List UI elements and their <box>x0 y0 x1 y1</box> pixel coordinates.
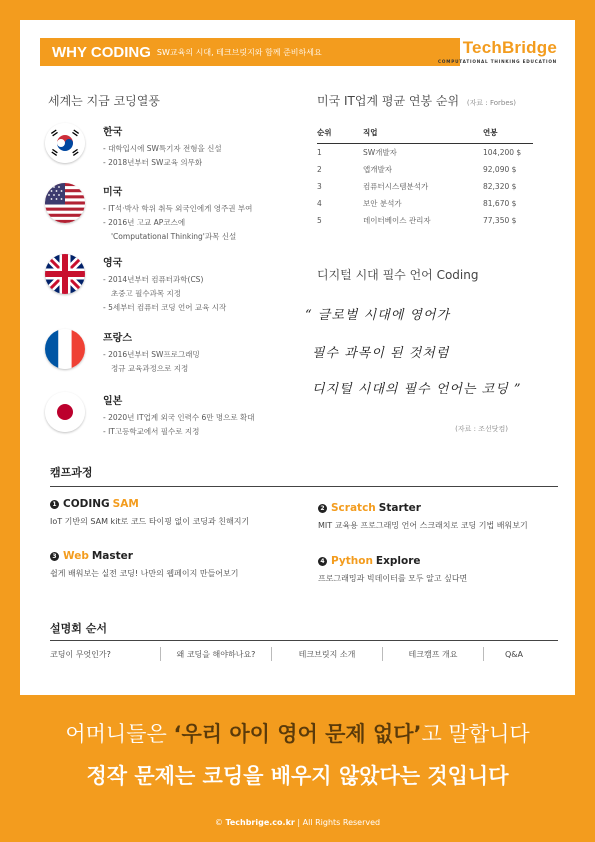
quote-line: 디지털 시대의 필수 언어는 코딩 ” <box>312 382 522 397</box>
course-coding-sam <box>50 498 300 527</box>
course-name-highlight: SAM <box>112 498 139 510</box>
country-name: 프랑스 <box>103 333 132 344</box>
course-description: MIT 교육용 프로그래밍 언어 스크래치로 코딩 기법 배워보기 <box>318 521 528 530</box>
country-japan <box>45 392 285 439</box>
salary-cell: 104,200 $ <box>483 148 522 157</box>
techbridge-logo <box>438 38 557 64</box>
course-number: 2 <box>318 504 327 513</box>
table-row <box>317 161 533 178</box>
country-fact: 'Computational Thinking'과목 신설 <box>111 232 237 241</box>
quote-line: “ 글로벌 시대에 영어가 <box>305 308 451 323</box>
course-name: Master <box>91 550 133 562</box>
slogan-post: 고 말합니다 <box>421 722 530 746</box>
table-row <box>317 195 533 212</box>
column-header: 순위 <box>317 122 363 144</box>
footer-slogan-line1 <box>0 718 595 748</box>
course-description: 쉽게 배워보는 실전 코딩! 나만의 웹페이지 만들어보기 <box>50 569 239 578</box>
country-fact: - 2016년 고교 AP코스에 <box>103 218 186 227</box>
course-name: Starter <box>378 502 421 514</box>
logo-tagline: COMPUTATIONAL THINKING EDUCATION <box>438 59 557 64</box>
job-cell: 컴퓨터시스템분석가 <box>363 182 429 191</box>
table-row <box>317 178 533 195</box>
salary-source: (자료 : Forbes) <box>466 99 517 107</box>
header-title: WHY CODING <box>52 43 151 61</box>
course-number: 1 <box>50 500 59 509</box>
column-header: 연봉 <box>483 122 533 144</box>
agenda-item: 왜 코딩을 해야하나요? <box>176 649 256 659</box>
course-description: IoT 기반의 SAM kit로 코드 타이핑 없이 코딩과 친해지기 <box>50 517 250 526</box>
job-cell: 데이터베이스 관리자 <box>363 216 431 225</box>
agenda-item: 코딩이 무엇인가? <box>50 649 111 659</box>
country-fact: - 5세부터 컴퓨터 코딩 언어 교육 시작 <box>103 303 227 312</box>
country-name: 미국 <box>103 187 123 198</box>
rank-cell: 1 <box>317 148 322 157</box>
salary-cell: 92,090 $ <box>483 165 517 174</box>
language-heading: 디지털 시대 필수 언어 Coding <box>317 268 479 282</box>
header-banner <box>40 38 460 66</box>
course-name-highlight: Python <box>331 555 373 567</box>
country-fact: 정규 교육과정으로 지정 <box>111 364 189 373</box>
course-name: Explore <box>375 555 421 567</box>
logo-name: TechBridge <box>462 38 557 57</box>
quote-source: (자료 : 조선닷컴) <box>455 425 508 433</box>
agenda-item: 테크캠프 개요 <box>408 649 458 659</box>
country-fact: - IT고등학교에서 필수로 지정 <box>103 427 200 436</box>
session-agenda <box>50 647 558 661</box>
course-name-highlight: Web <box>63 550 89 562</box>
country-fact: - 대학입시에 SW특기자 전형을 신설 <box>103 144 222 153</box>
rank-cell: 4 <box>317 199 322 208</box>
job-cell: 보안 분석가 <box>363 199 402 208</box>
country-fact: - 2016년부터 SW프로그래밍 <box>103 350 200 359</box>
france-flag-icon <box>45 329 85 369</box>
copyright-site-link[interactable]: Techbrige.co.kr <box>225 818 295 827</box>
quote-line: 필수 과목이 된 것처럼 <box>312 346 450 361</box>
usa-flag-icon <box>45 183 85 223</box>
course-description: 프로그래밍과 빅데이터를 모두 알고 싶다면 <box>318 574 468 583</box>
salary-cell: 82,320 $ <box>483 182 517 191</box>
slogan-emphasis: ‘우리 아이 영어 문제 없다’ <box>173 722 422 746</box>
rank-cell: 2 <box>317 165 322 174</box>
table-row <box>317 144 533 162</box>
job-cell: 앱개발자 <box>363 165 392 174</box>
country-fact: 초중고 필수과목 지정 <box>111 289 181 298</box>
country-france <box>45 329 285 376</box>
country-name: 일본 <box>103 396 123 407</box>
salary-heading <box>317 92 516 109</box>
country-uk <box>45 254 285 315</box>
agenda-item: 테크브릿지 소개 <box>298 649 356 659</box>
salary-cell: 77,350 $ <box>483 216 517 225</box>
country-usa <box>45 183 285 244</box>
header-subtitle: SW교육의 시대, 테크브릿지와 함께 준비하세요 <box>156 47 322 57</box>
world-heading: 세계는 지금 코딩열풍 <box>48 94 160 108</box>
course-number: 3 <box>50 552 59 561</box>
job-cell: SW개발자 <box>363 148 397 157</box>
footer-slogan-line2: 정작 문제는 코딩을 배우지 않았다는 것입니다 <box>86 764 509 788</box>
salary-title: 미국 IT업계 평균 연봉 순위 <box>317 94 460 108</box>
copyright-symbol: © <box>214 818 226 827</box>
country-name: 한국 <box>103 127 123 138</box>
table-row <box>317 212 533 229</box>
country-fact: - 2018년부터 SW교육 의무화 <box>103 158 203 167</box>
slogan-pre: 어머니들은 <box>65 722 174 746</box>
country-fact: - 2020년 IT업계 외국 인력수 6만 명으로 확대 <box>103 413 255 422</box>
country-fact: - IT석·박사 학위 취득 외국인에게 영주권 부여 <box>103 204 253 213</box>
course-name: CODING <box>63 498 110 510</box>
rank-cell: 5 <box>317 216 322 225</box>
course-python-explore <box>318 555 568 584</box>
country-fact: - 2014년부터 컴퓨터과학(CS) <box>103 275 204 284</box>
table-header-row <box>317 122 533 144</box>
salary-cell: 81,670 $ <box>483 199 517 208</box>
divider <box>50 640 558 641</box>
session-title: 설명회 순서 <box>50 622 107 635</box>
course-name-highlight: Scratch <box>331 502 376 514</box>
content-card <box>20 20 575 695</box>
course-number: 4 <box>318 557 327 566</box>
country-korea <box>45 123 285 170</box>
rank-cell: 3 <box>317 182 322 191</box>
country-name: 영국 <box>103 258 123 269</box>
course-scratch-starter <box>318 502 568 531</box>
camp-title: 캠프과정 <box>50 466 93 479</box>
column-header: 직업 <box>363 122 483 144</box>
uk-flag-icon <box>45 254 85 294</box>
agenda-item: Q&A <box>504 649 523 659</box>
copyright <box>0 818 595 827</box>
korea-flag-icon <box>45 123 85 163</box>
salary-table <box>317 122 533 229</box>
copyright-text: | All Rights Reserved <box>294 818 381 827</box>
divider <box>50 486 558 487</box>
japan-flag-icon <box>45 392 85 432</box>
course-web-master <box>50 550 300 579</box>
